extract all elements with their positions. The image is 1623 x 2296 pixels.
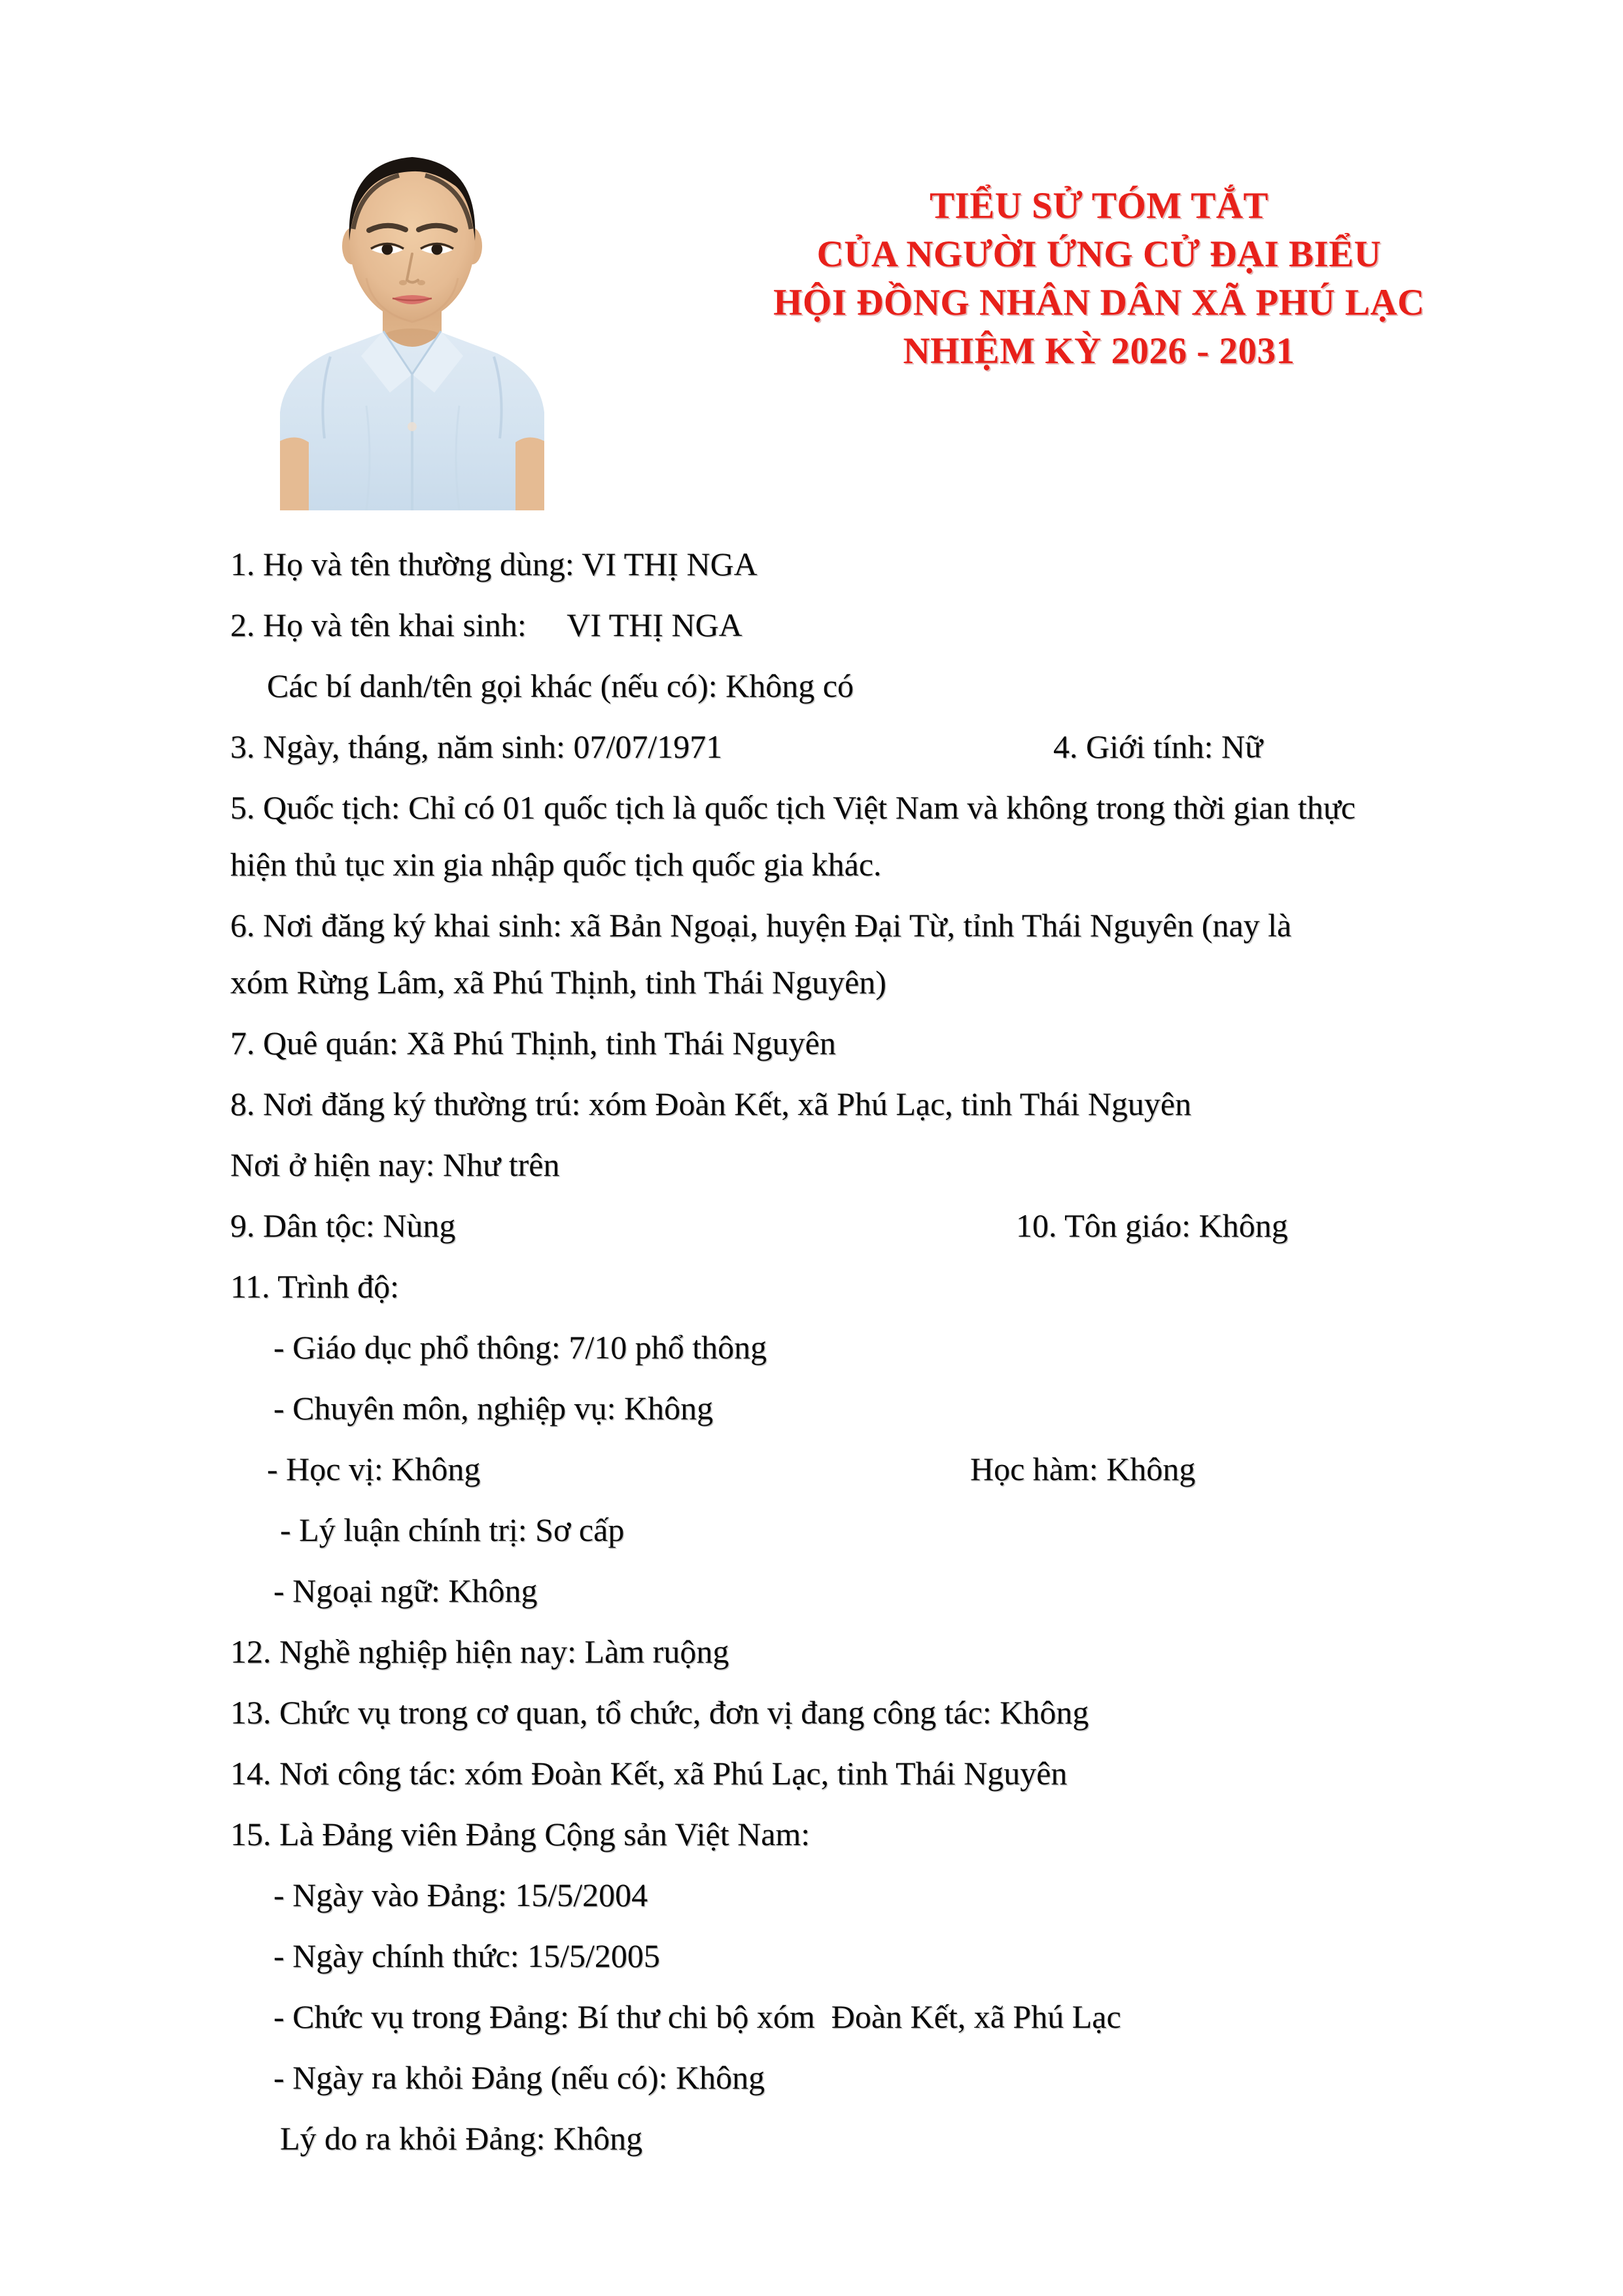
document-body bbox=[0, 543, 1623, 2178]
field-current-occupation: 12. Nghề nghiệp hiện nay: Làm ruộng bbox=[230, 1633, 729, 1670]
field-birth-name: 2. Họ và tên khai sinh: VI THỊ NGA bbox=[230, 607, 742, 643]
field-birth-registration-line-2: xóm Rừng Lâm, xã Phú Thịnh, tinh Thái Nguyên) bbox=[230, 964, 886, 1000]
field-current-residence: Nơi ở hiện nay: Như trên bbox=[230, 1146, 560, 1183]
field-education-heading: 11. Trình độ: bbox=[230, 1268, 399, 1305]
field-party-official-date: - Ngày chính thức: 15/5/2005 bbox=[273, 1937, 660, 1974]
field-academic-degree: - Học vị: Không bbox=[267, 1451, 481, 1487]
field-professional-qualification: - Chuyên môn, nghiệp vụ: Không bbox=[273, 1390, 714, 1426]
field-aliases: Các bí danh/tên gọi khác (nếu có): Không có bbox=[267, 667, 854, 704]
field-party-exit-date: - Ngày ra khỏi Đảng (nếu có): Không bbox=[273, 2059, 765, 2096]
field-academic-title: Học hàm: Không bbox=[970, 1451, 1196, 1487]
field-date-of-birth: 3. Ngày, tháng, năm sinh: 07/07/1971 bbox=[230, 728, 723, 765]
field-religion: 10. Tôn giáo: Không bbox=[1016, 1207, 1288, 1244]
title-line-1: TIỂU SỬ TÓM TẮT bbox=[930, 185, 1268, 226]
candidate-portrait-photo bbox=[268, 131, 556, 510]
field-nationality-line-2: hiện thủ tục xin gia nhập quốc tịch quốc gia khác. bbox=[230, 846, 882, 883]
field-full-name-common: 1. Họ và tên thường dùng: VI THỊ NGA bbox=[230, 546, 758, 582]
field-nationality-line-1: 5. Quốc tịch: Chỉ có 01 quốc tịch là quốc tịch Việt Nam và không trong thời gian thực bbox=[230, 789, 1356, 826]
field-party-position: - Chức vụ trong Đảng: Bí thư chi bộ xóm Đoàn Kết, xã Phú Lạc bbox=[273, 1998, 1121, 2035]
field-political-theory: - Lý luận chính trị: Sơ cấp bbox=[280, 1511, 625, 1548]
field-gender: 4. Giới tính: Nữ bbox=[1053, 728, 1263, 765]
title-line-4: NHIỆM KỲ 2026 - 2031 bbox=[903, 330, 1295, 372]
field-foreign-language: - Ngoại ngữ: Không bbox=[273, 1572, 538, 1609]
field-general-education: - Giáo dục phổ thông: 7/10 phổ thông bbox=[273, 1329, 767, 1366]
field-row-ethnicity-religion bbox=[0, 1205, 1623, 1247]
field-birth-registration-line-1: 6. Nơi đăng ký khai sinh: xã Bản Ngoại, huyện Đại Từ, tỉnh Thái Nguyên (nay là bbox=[230, 907, 1292, 944]
title-line-3: HỘI ĐỒNG NHÂN DÂN XÃ PHÚ LẠC bbox=[773, 282, 1425, 324]
field-party-join-date: - Ngày vào Đảng: 15/5/2004 bbox=[273, 1877, 648, 1913]
document-header bbox=[0, 0, 1623, 523]
field-party-exit-reason: Lý do ra khỏi Đảng: Không bbox=[280, 2120, 643, 2157]
field-row-degree-title bbox=[0, 1448, 1623, 1491]
field-organization-position: 13. Chức vụ trong cơ quan, tổ chức, đơn vị đang công tác: Không bbox=[230, 1694, 1089, 1731]
field-row-dob-gender bbox=[0, 726, 1623, 768]
field-hometown: 7. Quê quán: Xã Phú Thịnh, tinh Thái Nguyên bbox=[230, 1025, 836, 1061]
field-ethnicity: 9. Dân tộc: Nùng bbox=[230, 1207, 456, 1244]
field-party-membership-heading: 15. Là Đảng viên Đảng Cộng sản Việt Nam: bbox=[230, 1816, 811, 1852]
field-workplace: 14. Nơi công tác: xóm Đoàn Kết, xã Phú Lạc, tinh Thái Nguyên bbox=[230, 1755, 1068, 1792]
document-title bbox=[641, 182, 1557, 376]
title-line-2: CỦA NGƯỜI ỨNG CỬ ĐẠI BIỂU bbox=[816, 234, 1382, 275]
field-permanent-residence: 8. Nơi đăng ký thường trú: xóm Đoàn Kết, xã Phú Lạc, tinh Thái Nguyên bbox=[230, 1086, 1192, 1122]
